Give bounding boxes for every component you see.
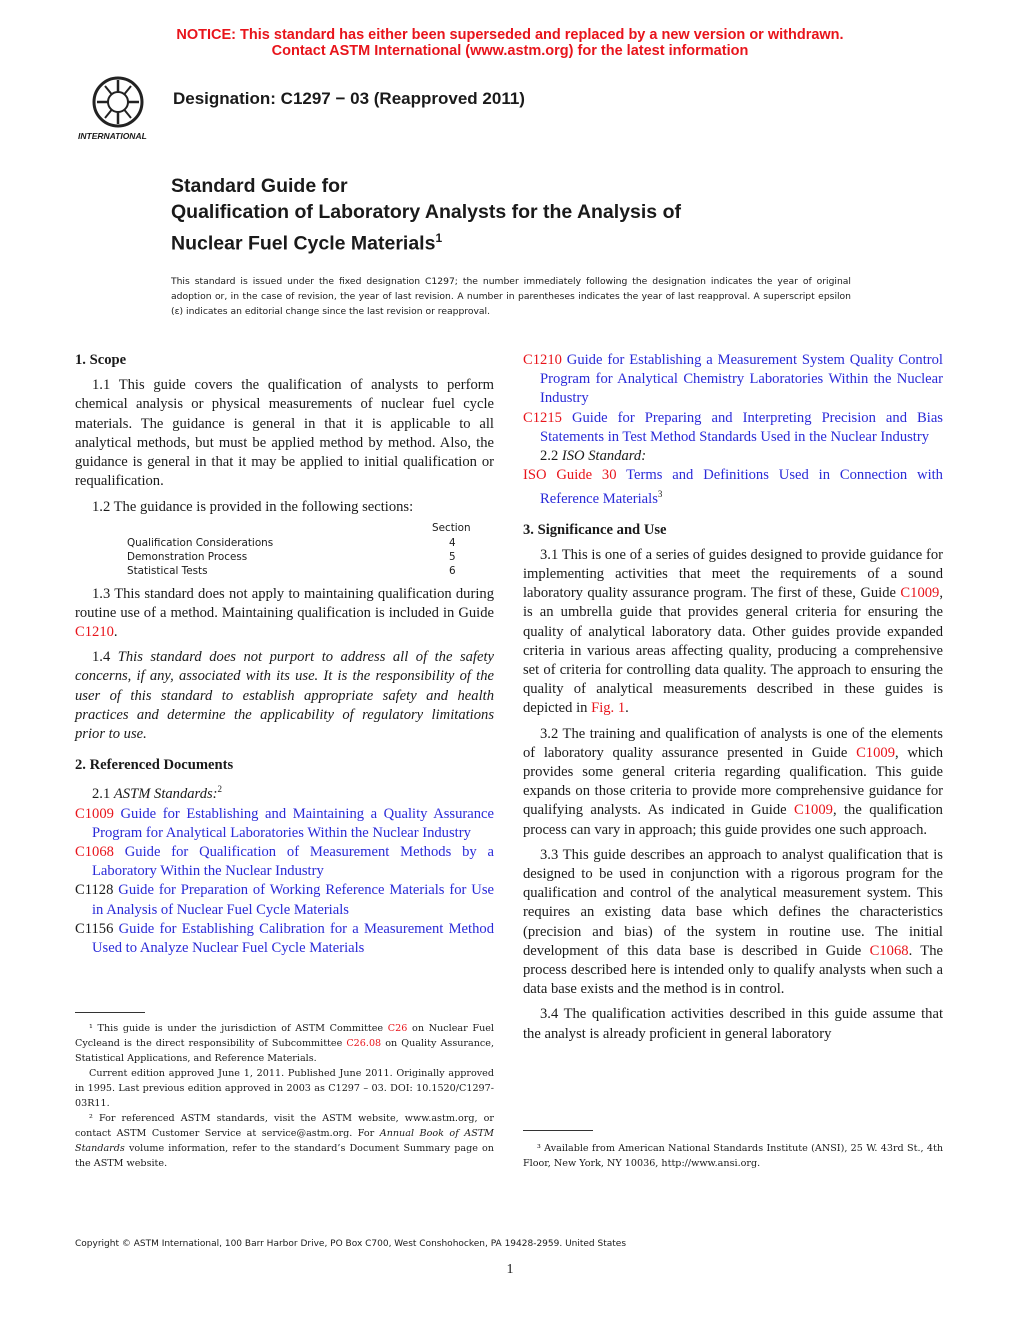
ref-c1068[interactable]: [75, 843, 494, 881]
ref-code[interactable]: ISO Guide 30: [523, 467, 617, 484]
footnote-rule-right: [523, 1130, 593, 1131]
ref-code: C1128: [75, 882, 114, 899]
ref-code[interactable]: C1215: [523, 409, 562, 426]
ref-c1128[interactable]: [75, 881, 494, 919]
significance-heading: 3. Significance and Use: [523, 522, 667, 539]
scope-heading: 1. Scope: [75, 352, 127, 368]
astm-standards-text: ASTM Standards:: [113, 786, 218, 803]
p3-2-a: 3.2 The training and qualification of analysts is one of the elements of laboratory quality assurance presented in Guide: [523, 725, 943, 761]
notice-line-1: NOTICE: This standard has either been superseded and replaced by a new version or withdrawn.: [176, 27, 844, 43]
ref-title[interactable]: Guide for Establishing and Maintaining a Quality Assurance Program for Analytical Laboratories Within the Nuclear Industry: [92, 805, 494, 841]
ref-title[interactable]: Guide for Qualification of Measurement Methods by a Laboratory Within the Nuclear Industry: [92, 843, 494, 880]
p3-1-b: , is an umbrella guide that provides general criteria for ensuring the quality of analytical laboratory data. Other guides provide expanded criteria in various areas affecting quality, producing a comprehensive set of criteria for controlling data quality. The approach to ensuring the quality of analytical measurements described in these guides is depicted in: [523, 585, 943, 717]
p3-2-c: , the qualification process can vary in approach; this guide provides one such approach.: [523, 802, 943, 838]
footnotes-left: [75, 1021, 494, 1171]
significance-3-3: [523, 846, 943, 1000]
scope-1-3: [75, 585, 494, 643]
p3-1-a: 3.1 This is one of a series of guides designed to provide guidance for implementing activities that meet the requirements of a sound laboratory quality assurance program. The first of these, Guide: [523, 546, 943, 602]
astm-standards-num: 2.1: [92, 786, 114, 803]
significance-3-2: [523, 725, 943, 840]
ref-code[interactable]: C1068: [75, 843, 114, 860]
footnote-1-edition: Current edition approved June 1, 2011. Published June 2011. Originally approved in 1995. Last previous edition approved in 2003 as C1297 – 03. DOI: 10.1520/C1297-03R11.: [75, 1068, 494, 1109]
right-column: [523, 351, 943, 1044]
section-row-number: 5: [449, 550, 456, 563]
page-number: 1: [506, 1262, 514, 1277]
fn1-text-a: ¹ This guide is under the jurisdiction of ASTM Committee: [89, 1023, 388, 1034]
section-table-header: Section: [432, 521, 471, 534]
section-row-name: Demonstration Process: [127, 550, 248, 563]
link-c1009[interactable]: C1009: [856, 744, 895, 761]
fn2-text-b: volume information, refer to the standard’s Document Summary page on the ASTM website.: [75, 1143, 494, 1169]
section-row-name: Qualification Considerations: [127, 536, 274, 549]
section-table: [75, 521, 494, 579]
fn2-italic: Annual Book of ASTM Standards: [75, 1128, 494, 1154]
ref-c1210[interactable]: [523, 351, 943, 409]
iso-standard-num: 2.2: [540, 448, 562, 465]
link-c1009[interactable]: C1009: [900, 585, 940, 602]
section-row-number: 4: [449, 536, 456, 549]
significance-3-1: [523, 546, 943, 719]
title-line-3: [171, 225, 442, 257]
issued-statement: This standard is issued under the fixed designation C1297; the number immediately following the designation indicates the year of original adoption or, in the case of revision, the year of last revision. A number in parentheses indicates the year of last reapproval. A superscript epsilon (ε) indicates an editorial change since the last revision or reapproval.: [171, 276, 851, 317]
section-row-number: 6: [449, 564, 456, 577]
scope-1-4: [75, 648, 494, 744]
ref-iso-guide-30[interactable]: [523, 466, 943, 509]
p3-3-a: 3.3 This guide describes an approach to analyst qualification that is designed to be used in conjunction with a rigorous program for the qualification and control of the analytical measurement system. This requires an existing data base which defines the characteristics (precision and bias) of the system in routine use. The initial development of this data base is described in Guide: [523, 846, 943, 959]
title-line-2: Qualification of Laboratory Analysts for the Analysis of: [171, 201, 681, 223]
title-line-1: Standard Guide for: [171, 175, 348, 197]
footnote-ref-2[interactable]: 2: [217, 784, 223, 795]
refdocs-heading: 2. Referenced Documents: [75, 757, 234, 774]
scope-1-1: 1.1 This guide covers the qualification of analysts to perform chemical analysis or physical measurements of nuclear fuel cycle materials. The guidance is general in that it is applicable to all analytical methods, but must be applied method by method. Also, the guidance is general in that it may be applied to initial qualification or requalification.: [75, 377, 494, 490]
ref-title[interactable]: Guide for Establishing Calibration for a Measurement Method Used to Analyze Nuclear Fuel Cycle Materials: [92, 920, 494, 956]
ref-c1156[interactable]: [75, 920, 494, 958]
ref-title[interactable]: Terms and Definitions Used in Connection with Reference Materials: [540, 467, 943, 508]
astm-standards-label: [75, 780, 494, 804]
astm-logo: [75, 74, 161, 144]
ref-code: C1156: [75, 920, 114, 937]
link-c1210[interactable]: C1210: [75, 624, 114, 641]
section-row-name: Statistical Tests: [127, 564, 208, 577]
ref-title[interactable]: Guide for Preparation of Working Reference Materials for Use in Analysis of Nuclear Fuel Cycle Materials: [92, 882, 494, 918]
fn1-text-c: on Quality Assurance, Statistical Applications, and Reference Materials.: [75, 1038, 495, 1064]
iso-standard-text: ISO Standard:: [561, 448, 647, 465]
logo-text: INTERNATIONAL: [78, 131, 147, 141]
link-c26[interactable]: C26: [387, 1023, 408, 1034]
copyright: Copyright © ASTM International, 100 Barr Harbor Drive, PO Box C700, West Conshohocken, PA 19428-2959. United States: [75, 1239, 627, 1249]
ref-title[interactable]: Guide for Preparing and Interpreting Precision and Bias Statements in Test Method Standards Used in the Nuclear Industry: [540, 409, 943, 445]
p3-3-b: . The process described here is intended only to qualify analysts when such a data base exists and the method is in control.: [523, 942, 943, 998]
ref-code[interactable]: C1009: [75, 805, 114, 822]
notice-line-2: Contact ASTM International (www.astm.org) for the latest information: [271, 43, 749, 59]
footnote-ref-3[interactable]: 3: [657, 489, 663, 500]
footnote-1: [75, 1021, 494, 1066]
ref-title[interactable]: Guide for Establishing a Measurement System Quality Control Program for Analytical Chemistry Laboratories Within the Nuclear Industry: [540, 352, 943, 407]
significance-3-4: 3.4 The qualification activities described in this guide assume that the analyst is already proficient in general laboratory: [523, 1006, 943, 1042]
footnote-3: ³ Available from American National Standards Institute (ANSI), 25 W. 43rd St., 4th Floor, New York, NY 10036, http://www.ansi.org.: [523, 1143, 943, 1169]
footnote-2: [75, 1111, 494, 1171]
scope-1-4-text: This standard does not purport to address all of the safety concerns, if any, associated with its use. It is the responsibility of the user of this standard to establish appropriate safety and health practices and determine the applicability of regulatory limitations prior to use.: [75, 649, 494, 743]
link-c1068[interactable]: C1068: [869, 942, 909, 959]
scope-1-3-text: 1.3 This standard does not apply to maintaining qualification during routine use of a method. Maintaining qualification is included in Guide: [75, 585, 494, 621]
scope-1-4-num: 1.4: [92, 649, 118, 666]
iso-standard-label: [523, 447, 943, 466]
footnote-rule-left: [75, 1012, 145, 1013]
p3-1-c: .: [625, 700, 629, 717]
left-column: [75, 351, 494, 958]
designation: Designation: C1297 − 03 (Reapproved 2011): [173, 89, 525, 108]
title-line-3-text: Nuclear Fuel Cycle Materials: [171, 232, 436, 255]
ref-code[interactable]: C1210: [523, 352, 562, 368]
ref-c1009[interactable]: [75, 805, 494, 843]
link-c1009[interactable]: C1009: [794, 802, 833, 819]
ref-c1215[interactable]: [523, 409, 943, 447]
fn1-text-b: on Nuclear Fuel Cycleand is the direct responsibility of Subcommittee: [75, 1023, 494, 1049]
title-footnote-ref[interactable]: 1: [435, 231, 443, 245]
scope-1-2: 1.2 The guidance is provided in the following sections:: [92, 499, 414, 516]
p3-2-b: , which provides some general criteria regarding qualification. This guide expands on those criteria to provide more comprehensive guidance for qualifying analysts. As indicated in Guide: [523, 744, 943, 819]
link-c26-08[interactable]: C26.08: [346, 1038, 382, 1049]
fn2-text-a: ² For referenced ASTM standards, visit the ASTM website, www.astm.org, or contact ASTM Customer Service at service@astm.org. For: [75, 1113, 494, 1139]
link-fig-1[interactable]: Fig. 1: [591, 700, 626, 717]
scope-1-3-end: .: [113, 624, 118, 641]
